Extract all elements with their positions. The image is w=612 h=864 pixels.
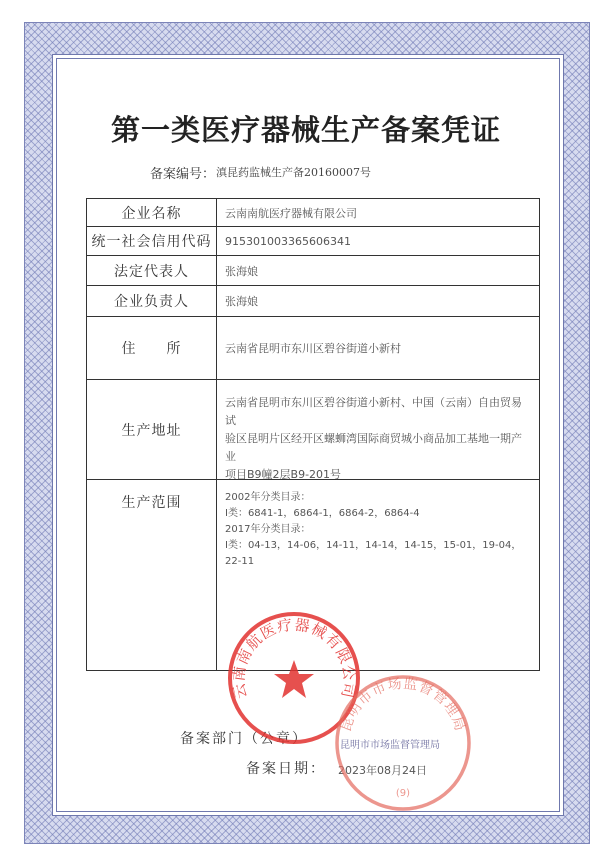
legal-rep-label: 法定代表人 <box>87 256 217 285</box>
table-row <box>87 380 539 480</box>
date-value: 2023年08月24日 <box>338 764 427 777</box>
date-label: 备案日期： <box>246 761 326 777</box>
table-row <box>87 286 539 317</box>
production-address-value <box>217 380 539 479</box>
production-scope-label: 生产范围 <box>87 480 217 670</box>
scope-line: 2017年分类目录： <box>225 524 311 535</box>
scope-line: Ⅰ类：6841-1，6864-1，6864-2，6864-4 <box>225 508 420 519</box>
certificate-title: 第一类医疗器械生产备案凭证 <box>110 113 501 147</box>
credit-code-value: 915301003365606341 <box>225 234 351 248</box>
address-line: 云南省昆明市东川区碧谷街道小新村、中国（云南）自由贸易试 <box>225 396 522 427</box>
table-row <box>87 256 539 286</box>
authority-seal-text: 昆明市市场监督管理局 <box>337 675 469 734</box>
company-name-value: 云南南航医疗器械有限公司 <box>225 206 357 220</box>
legal-rep-value: 张海娘 <box>225 264 258 278</box>
company-seal-text: 云南南航医疗器械有限公司 <box>229 615 359 701</box>
credit-code-label: 统一社会信用代码 <box>87 227 217 255</box>
residence-label: 住 所 <box>87 317 217 379</box>
residence-value: 云南省昆明市东川区碧谷街道小新村 <box>225 342 401 355</box>
record-number-value: 滇昆药监械生产备20160007号 <box>216 166 371 179</box>
star-icon <box>274 660 314 698</box>
svg-text:昆明市市场监督管理局 <box>338 675 468 734</box>
production-address-label: 生产地址 <box>87 380 217 479</box>
address-line: 验区昆明片区经开区螺蛳湾国际商贸城小商品加工基地一期产业 <box>225 432 522 463</box>
table-row <box>87 317 539 380</box>
authority-seal-overlay-text: 昆明市市场监督管理局 <box>340 740 440 751</box>
table-row <box>87 199 539 227</box>
scope-line: 2002年分类目录： <box>225 492 311 503</box>
company-name-label: 企业名称 <box>87 199 217 226</box>
info-table <box>86 198 540 671</box>
table-row <box>87 227 539 256</box>
authority-seal-number: (9) <box>395 788 411 799</box>
dept-label: 备案部门（公章） <box>180 731 308 747</box>
record-number-label: 备案编号： <box>150 167 216 182</box>
manager-value: 张海娘 <box>225 295 258 308</box>
address-line: 项目B9幢2层B9-201号 <box>225 468 342 481</box>
manager-label: 企业负责人 <box>87 286 217 316</box>
scope-line: Ⅰ类：04-13，14-06，14-11，14-14，14-15，15-01，19-04，22-11 <box>225 540 522 567</box>
